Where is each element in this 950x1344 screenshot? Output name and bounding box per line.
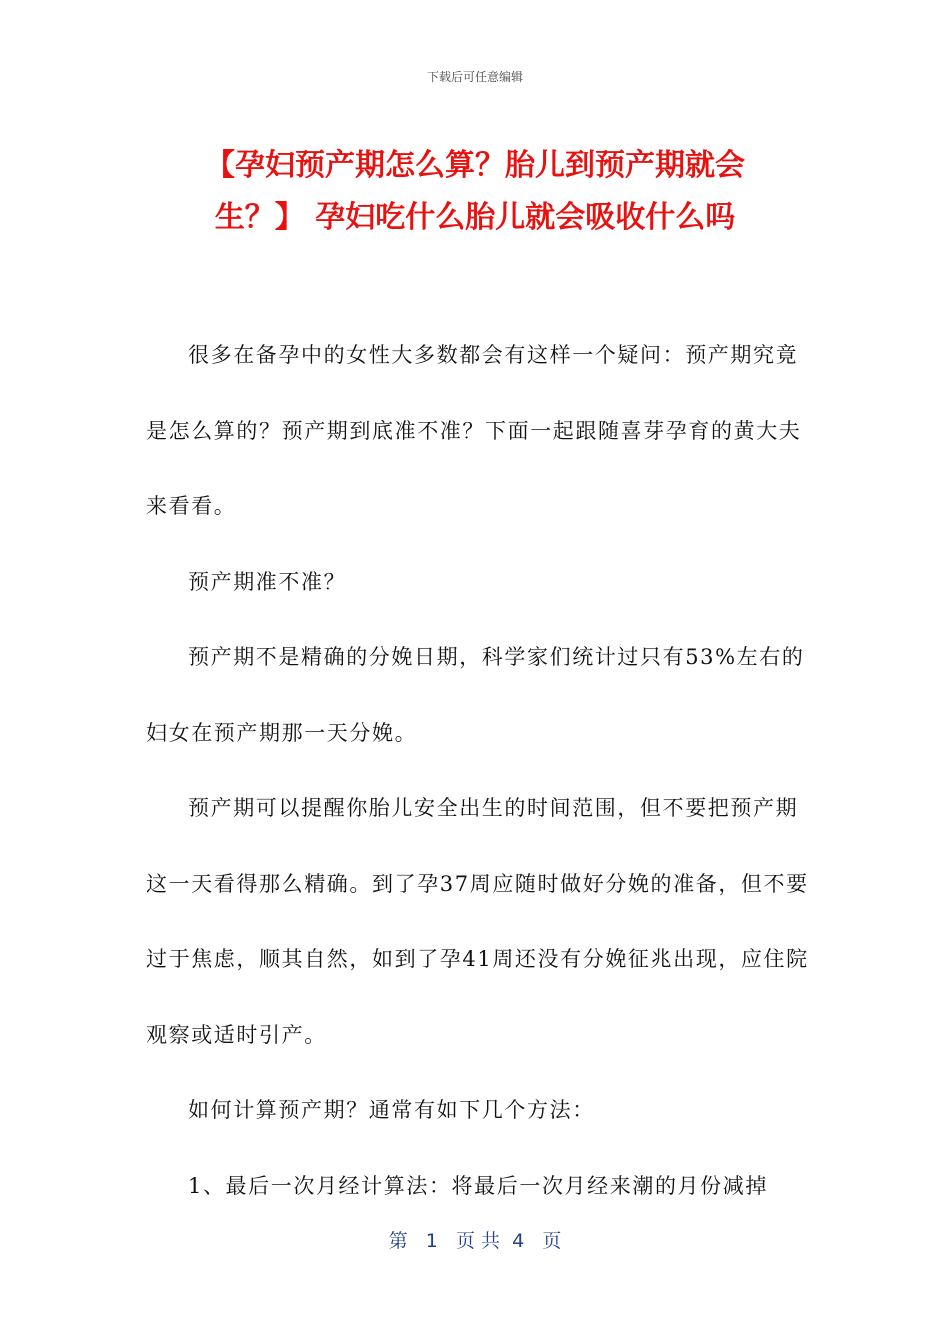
page-number-footer: 第 1 页 共 4 页 [388, 1230, 562, 1252]
header-note: 下载后可任意编辑 [426, 70, 523, 84]
title-line-2: 生？】 孕妇吃什么胎儿就会吸收什么吗 [214, 200, 736, 235]
paragraph-intro: 很多在备孕中的女性大多数都会有这样一个疑问：预产期究竟是怎么算的？预产期到底准不准？下面一起跟随喜芽孕育的黄大夫来看看。 [146, 343, 802, 518]
document-title [150, 140, 800, 244]
paragraph-accuracy: 预产期不是精确的分娩日期，科学家们统计过只有53%左右的妇女在预产期那一天分娩。 [146, 645, 805, 745]
title-line-1: 【孕妇预产期怎么算？胎儿到预产期就会 [205, 148, 745, 183]
paragraph-question: 预产期准不准？ [188, 569, 347, 594]
paragraph-advice: 预产期可以提醒你胎儿安全出生的时间范围，但不要把预产期这一天看得那么精确。到了孕37周应随时做好分娩的准备，但不要过于焦虑，顺其自然，如到了孕41周还没有分娩征兆出现，应住院观察或适时引产。 [146, 796, 809, 1047]
paragraph-method-1: 1、最后一次月经计算法：将最后一次月经来潮的月份减掉 [188, 1173, 768, 1198]
document-body [146, 318, 811, 1224]
paragraph-methods: 如何计算预产期？通常有如下几个方法： [188, 1098, 595, 1122]
